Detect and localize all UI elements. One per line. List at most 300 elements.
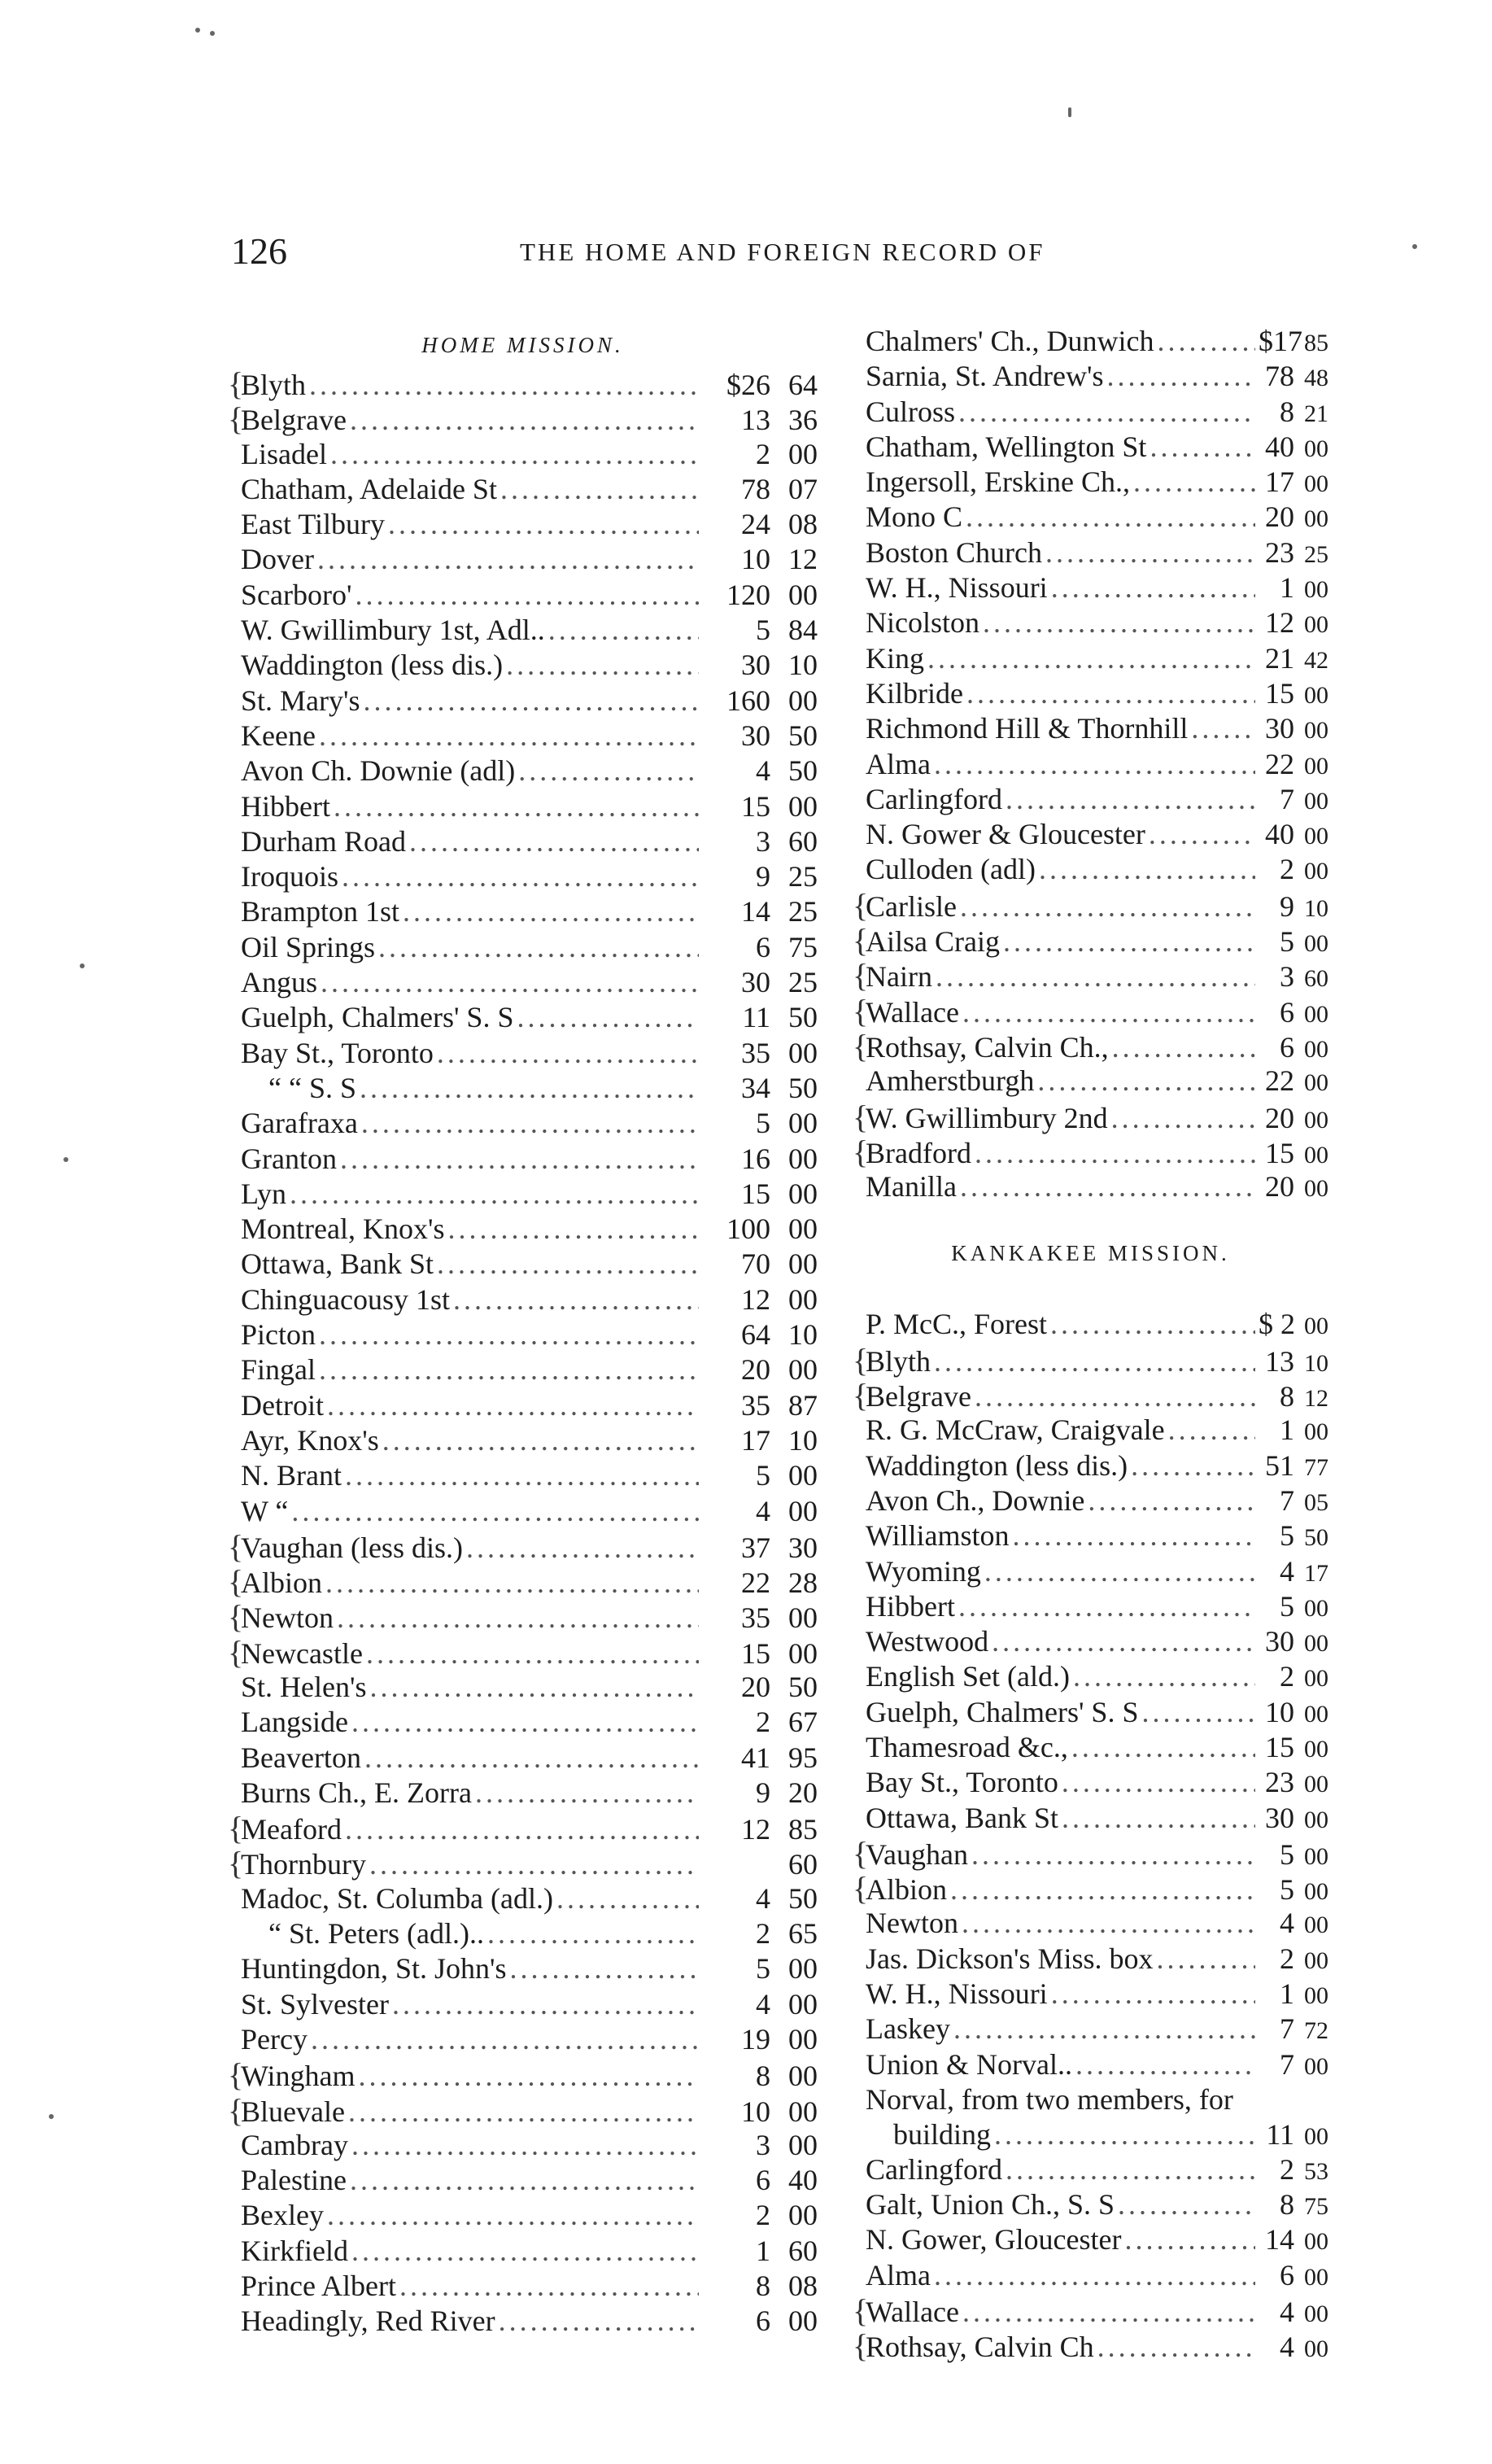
- dot-leader: [1073, 1659, 1255, 1694]
- entry-row: [853, 605, 1328, 640]
- entry-row: [853, 1730, 1328, 1765]
- dot-leader: [1106, 359, 1255, 394]
- amount-cents: 00: [788, 1142, 818, 1175]
- amount-cents: 77: [1304, 1453, 1328, 1481]
- amount-dollars: 1: [1280, 1413, 1294, 1447]
- dot-leader: [355, 578, 699, 613]
- amount-dollars: 5: [756, 1107, 770, 1140]
- dot-leader: [500, 472, 699, 507]
- amount-cents: 00: [1304, 1878, 1328, 1906]
- dot-leader: [1045, 535, 1255, 570]
- amount-dollars: 2: [756, 2199, 770, 2232]
- amount-cents: 00: [788, 2199, 818, 2232]
- entry-name: Guelph, Chalmers' S. S: [866, 1695, 1139, 1728]
- bracket-mark: {: [228, 400, 244, 438]
- entry-name: Jas. Dickson's Miss. box: [866, 1942, 1154, 1975]
- entry-name: Chalmers' Ch., Dunwich: [866, 325, 1154, 357]
- entry-row: [853, 1169, 1328, 1204]
- amount-dollars: 9: [1280, 889, 1294, 923]
- page-speck: [210, 31, 215, 36]
- amount-cents: 00: [1304, 1035, 1328, 1063]
- entry-name: Granton: [241, 1142, 337, 1175]
- dot-leader: [327, 2198, 699, 2233]
- dot-leader: [319, 719, 699, 754]
- entry-row: [228, 1317, 818, 1352]
- amount-cents: 28: [788, 1566, 818, 1600]
- dot-leader: [994, 2117, 1255, 2152]
- entry-name: Guelph, Chalmers' S. S: [241, 1001, 514, 1034]
- entry-name: Wallace: [866, 995, 960, 1029]
- dot-leader: [1149, 817, 1255, 852]
- entry-name: W. H., Nissouri: [866, 1977, 1048, 2011]
- amount-dollars: 11: [742, 1001, 770, 1034]
- dot-leader: [1037, 1064, 1255, 1099]
- entry-name: Vaughan: [866, 1837, 968, 1871]
- amount-cents: 72: [1304, 2017, 1328, 2045]
- amount-dollars: 6: [1280, 995, 1294, 1029]
- dot-leader: [1062, 1801, 1255, 1836]
- page-header: [231, 229, 1411, 278]
- amount-cents: 00: [1304, 1735, 1328, 1763]
- amount-dollars: 6: [756, 2305, 770, 2338]
- entry-row: [853, 994, 1328, 1029]
- amount-dollars: 22: [1265, 1064, 1294, 1098]
- amount-dollars: 2: [756, 1706, 770, 1739]
- section-gap: [853, 1274, 1328, 1307]
- amount-cents: 10: [788, 1318, 818, 1352]
- entry-row: [853, 2187, 1328, 2222]
- amount-cents: 00: [1304, 1313, 1328, 1340]
- entry-name: Boston Church: [866, 535, 1043, 569]
- entry-row: [853, 1977, 1328, 2012]
- entry-row: [228, 1670, 818, 1705]
- dot-leader: [392, 1987, 699, 2022]
- dot-leader: [447, 1212, 699, 1247]
- amount-dollars: 41: [741, 1741, 770, 1774]
- dot-leader: [1118, 2187, 1255, 2222]
- page-speck: [1412, 244, 1417, 249]
- bracket-mark: {: [853, 1834, 869, 1872]
- dot-leader: [1141, 1695, 1255, 1730]
- amount-dollars: 5: [1280, 1837, 1294, 1871]
- entry-row: [228, 1529, 818, 1564]
- entry-name: N. Gower & Gloucester: [866, 818, 1145, 851]
- entry-row: [853, 1413, 1328, 1448]
- entry-row: [853, 2012, 1328, 2047]
- entry-name: “ “ S. S: [268, 1071, 356, 1104]
- entry-row: [228, 2093, 818, 2128]
- dot-leader: [327, 1388, 699, 1423]
- amount-cents: 00: [788, 684, 818, 717]
- entry-row: [853, 1378, 1328, 1413]
- entry-name: Hibbert: [866, 1589, 955, 1623]
- dot-leader: [962, 995, 1255, 1030]
- amount-cents: 85: [1304, 330, 1328, 356]
- page-speck: [80, 963, 85, 968]
- entry-name: Durham Road: [241, 824, 406, 858]
- entry-name: Angus: [241, 966, 318, 999]
- amount-cents: 50: [788, 1881, 818, 1915]
- dot-leader: [334, 789, 699, 824]
- dot-leader: [350, 2163, 699, 2198]
- amount-cents: 00: [788, 1952, 818, 1986]
- amount-cents: 00: [788, 1107, 818, 1140]
- entry-name: Sarnia, St. Andrew's: [866, 360, 1104, 393]
- amount-dollars: 20: [1265, 1101, 1294, 1134]
- entry-row: [228, 613, 818, 648]
- amount-dollars: 7: [1280, 2047, 1294, 2081]
- dot-leader: [1131, 1448, 1255, 1483]
- entry-name: East Tilbury: [241, 508, 386, 541]
- amount-dollars: 8: [1280, 395, 1294, 428]
- amount-dollars: 5: [756, 1952, 770, 1986]
- entry-name: Oil Springs: [241, 930, 376, 963]
- amount-dollars: 34: [741, 1071, 770, 1104]
- entry-row: [228, 2128, 818, 2163]
- amount-cents: 00: [788, 2128, 818, 2161]
- amount-dollars: 17: [741, 1423, 770, 1457]
- amount-dollars: 14: [741, 895, 770, 928]
- entry-name: Wallace: [866, 2295, 960, 2328]
- bracket-mark: {: [853, 922, 869, 959]
- bracket-mark: {: [853, 886, 869, 924]
- dot-leader: [351, 2234, 699, 2269]
- amount-cents: 00: [1304, 1842, 1328, 1870]
- entry-row: [228, 437, 818, 472]
- amount-cents: 00: [1304, 1000, 1328, 1028]
- entry-row: [228, 1247, 818, 1282]
- dot-leader: [960, 1169, 1255, 1204]
- amount-cents: 50: [788, 1670, 818, 1703]
- entry-name: W. H., Nissouri: [866, 571, 1048, 605]
- entry-row: [853, 2082, 1328, 2117]
- amount-dollars: 2: [1280, 1942, 1294, 1975]
- amount-cents: 00: [1304, 681, 1328, 709]
- amount-cents: 25: [1304, 540, 1328, 568]
- dot-leader: [291, 1494, 699, 1529]
- kankakee-mission-list: [853, 1307, 1328, 2363]
- entry-name: Carlingford: [866, 2152, 1002, 2186]
- amount-dollars: 20: [741, 1670, 770, 1703]
- dot-leader: [309, 368, 699, 403]
- amount-cents: 00: [1304, 1418, 1328, 1446]
- dot-leader: [290, 1177, 699, 1212]
- entry-name: Brampton 1st: [241, 895, 399, 928]
- dot-leader: [351, 2128, 699, 2163]
- amount-dollars: 3: [1280, 960, 1294, 994]
- amount-cents: 00: [788, 1636, 818, 1670]
- amount-cents: 00: [1304, 470, 1328, 498]
- entry-name: Alma: [866, 747, 931, 780]
- entry-row: [228, 542, 818, 577]
- dot-leader: [1071, 1730, 1255, 1765]
- amount-cents: 07: [788, 472, 818, 505]
- dot-leader: [950, 1872, 1255, 1907]
- amount-cents: 95: [788, 1741, 818, 1774]
- amount-cents: 00: [1304, 858, 1328, 885]
- entry-row: [228, 1705, 818, 1740]
- entry-name: Amherstburgh: [866, 1064, 1035, 1098]
- entry-row: [228, 824, 818, 859]
- dot-leader: [1013, 1518, 1255, 1553]
- entry-name: Carlingford: [866, 782, 1002, 815]
- amount-cents: 60: [788, 824, 818, 858]
- dot-leader: [960, 889, 1255, 924]
- amount-cents: 00: [1304, 1069, 1328, 1097]
- amount-cents: 00: [788, 1212, 818, 1246]
- amount-dollars: 15: [741, 789, 770, 823]
- entry-row: [853, 817, 1328, 852]
- entry-row: [853, 395, 1328, 430]
- dot-leader: [958, 395, 1255, 430]
- dot-leader: [437, 1036, 699, 1071]
- entry-row: [228, 965, 818, 1000]
- amount-dollars: 6: [1280, 1030, 1294, 1064]
- entry-name: Scarboro': [241, 578, 352, 611]
- amount-cents: 00: [1304, 2123, 1328, 2151]
- kankakee-mission-title: KANKAKEE MISSION.: [951, 1241, 1230, 1266]
- entry-row: [853, 535, 1328, 570]
- entry-name: Bay St., Toronto: [866, 1766, 1058, 1799]
- amount-dollars: 1: [1280, 571, 1294, 605]
- entry-name: Montreal, Knox's: [241, 1212, 445, 1246]
- entry-row: [228, 719, 818, 754]
- dot-leader: [1075, 2047, 1255, 2082]
- amount-dollars: 13: [1265, 1344, 1294, 1378]
- bracket-mark: {: [853, 1341, 869, 1378]
- entry-row: [853, 888, 1328, 923]
- entry-name: Newcastle: [241, 1636, 363, 1670]
- entry-row: [228, 578, 818, 613]
- entry-row: [228, 894, 818, 929]
- entry-name: building: [893, 2118, 992, 2152]
- amount-dollars: 40: [1265, 818, 1294, 851]
- amount-cents: 00: [788, 1177, 818, 1210]
- entry-name: Percy: [241, 2022, 308, 2056]
- entry-name: Rothsay, Calvin Ch.,: [866, 1030, 1109, 1064]
- dot-leader: [364, 684, 700, 719]
- entry-name: Manilla: [866, 1170, 957, 1204]
- entry-row: [853, 1836, 1328, 1871]
- amount-dollars: 3: [756, 824, 770, 858]
- amount-cents: 00: [1304, 1982, 1328, 2010]
- entry-name: W “: [241, 1494, 289, 1527]
- bracket-mark: {: [228, 1810, 244, 1847]
- amount-dollars: $ 2: [1259, 1308, 1295, 1341]
- amount-cents: 08: [788, 508, 818, 541]
- entry-row: [853, 1695, 1328, 1730]
- entry-row: [228, 2022, 818, 2057]
- amount-dollars: 16: [741, 1142, 770, 1175]
- bracket-mark: {: [228, 1633, 244, 1671]
- amount-dollars: 37: [741, 1531, 770, 1564]
- entry-name: Fingal: [241, 1353, 316, 1387]
- dot-leader: [1133, 465, 1255, 500]
- amount-dollars: 2: [756, 437, 770, 470]
- amount-dollars: 30: [741, 719, 770, 752]
- amount-cents: 00: [788, 437, 818, 470]
- dot-leader: [1062, 1765, 1255, 1800]
- amount-cents: 10: [1304, 894, 1328, 922]
- entry-name: Kirkfield: [241, 2234, 348, 2267]
- dot-leader: [1006, 782, 1255, 817]
- dot-leader: [342, 859, 699, 894]
- dot-leader: [518, 754, 699, 789]
- bracket-mark: {: [228, 1598, 244, 1636]
- amount-dollars: 6: [756, 2164, 770, 2197]
- amount-dollars: 5: [1280, 925, 1294, 959]
- amount-cents: 00: [788, 2060, 818, 2093]
- amount-dollars: 120: [726, 578, 770, 611]
- amount-cents: 42: [1304, 646, 1328, 674]
- entry-row: [228, 1564, 818, 1599]
- entry-row: [228, 1741, 818, 1776]
- amount-dollars: 30: [741, 966, 770, 999]
- dot-leader: [548, 613, 699, 648]
- dot-leader: [934, 1344, 1255, 1379]
- amount-dollars: $17: [1259, 325, 1302, 357]
- entry-row: [853, 2258, 1328, 2293]
- amount-dollars: 12: [1265, 606, 1294, 640]
- entry-name: Albion: [866, 1873, 948, 1907]
- amount-dollars: 21: [1265, 641, 1294, 675]
- entry-row: [228, 684, 818, 719]
- bracket-mark: {: [228, 1527, 244, 1565]
- amount-dollars: 15: [1265, 1136, 1294, 1169]
- amount-cents: 00: [788, 1036, 818, 1069]
- bracket-mark: {: [853, 2327, 869, 2365]
- amount-cents: 12: [788, 543, 818, 576]
- amount-dollars: 7: [1280, 2012, 1294, 2046]
- dot-leader: [1051, 570, 1255, 605]
- amount-dollars: 35: [741, 1388, 770, 1422]
- amount-dollars: 2: [1280, 1660, 1294, 1693]
- amount-cents: 08: [788, 2270, 818, 2303]
- entry-name: Thamesroad &c.,: [866, 1730, 1068, 1763]
- amount-cents: 00: [1304, 823, 1328, 850]
- entry-row: [228, 1494, 818, 1529]
- entry-row: [853, 1064, 1328, 1099]
- amount-dollars: 35: [741, 1601, 770, 1635]
- amount-cents: 12: [1304, 1385, 1328, 1413]
- entry-row: [853, 1801, 1328, 1836]
- amount-dollars: 30: [1265, 1625, 1294, 1658]
- dot-leader: [1150, 430, 1255, 465]
- amount-dollars: 100: [726, 1212, 770, 1246]
- entry-name: Ailsa Craig: [866, 925, 1000, 959]
- dot-leader: [361, 1106, 699, 1141]
- dot-leader: [350, 403, 699, 438]
- entry-name: Wyoming: [866, 1554, 981, 1588]
- dot-leader: [437, 1247, 699, 1282]
- dot-leader: [1003, 924, 1255, 959]
- amount-dollars: 23: [1265, 1766, 1294, 1799]
- amount-cents: 00: [1304, 505, 1328, 533]
- amount-cents: 60: [788, 1848, 818, 1881]
- page-speck: [49, 2114, 54, 2119]
- entry-row: [853, 1029, 1328, 1064]
- dot-leader: [962, 1906, 1255, 1941]
- entry-row: [853, 1483, 1328, 1518]
- entry-name: Iroquois: [241, 860, 338, 893]
- entry-row: [228, 1142, 818, 1177]
- entry-row: [853, 923, 1328, 958]
- amount-dollars: 35: [741, 1036, 770, 1069]
- amount-cents: 20: [788, 1776, 818, 1809]
- bracket-mark: {: [228, 2091, 244, 2129]
- dot-leader: [975, 1136, 1255, 1171]
- entry-name: King: [866, 641, 924, 675]
- entry-row: [228, 2057, 818, 2092]
- entry-row: [853, 570, 1328, 605]
- amount-cents: 00: [1304, 1141, 1328, 1169]
- dot-leader: [369, 1847, 699, 1882]
- home-mission-title: HOME MISSION.: [421, 333, 624, 357]
- amount-dollars: 20: [1265, 500, 1294, 534]
- entry-row: [228, 1811, 818, 1846]
- entry-name: Avon Ch. Downie (adl): [241, 754, 516, 788]
- amount-dollars: 15: [1265, 1730, 1294, 1763]
- dot-leader: [340, 1142, 699, 1177]
- entry-row: [228, 1071, 818, 1106]
- bracket-mark: {: [853, 957, 869, 994]
- entry-name: Nairn: [866, 960, 932, 994]
- dot-leader: [1050, 1307, 1255, 1342]
- entry-name: N. Brant: [241, 1459, 342, 1492]
- entry-name: Ayr, Knox's: [241, 1423, 379, 1457]
- dot-leader: [510, 1951, 699, 1986]
- running-title: THE HOME AND FOREIGN RECORD OF: [520, 238, 1045, 266]
- entry-name: Thornbury: [241, 1848, 366, 1881]
- entry-name: Madoc, St. Columba (adl.): [241, 1881, 553, 1915]
- amount-dollars: 5: [1280, 1589, 1294, 1623]
- amount-cents: 50: [1304, 1524, 1328, 1552]
- entry-name: Galt, Union Ch., S. S: [866, 2188, 1115, 2222]
- amount-dollars: 5: [1280, 1519, 1294, 1553]
- dot-leader: [359, 2059, 699, 2094]
- amount-dollars: 51: [1265, 1448, 1294, 1482]
- entry-name: Ingersoll, Erskine Ch.,: [866, 465, 1130, 499]
- dot-leader: [325, 1566, 699, 1601]
- entry-name: Bay St., Toronto: [241, 1036, 434, 1069]
- amount-dollars: 6: [1280, 2258, 1294, 2291]
- amount-dollars: 5: [756, 614, 770, 647]
- entry-row: [228, 789, 818, 824]
- bracket-mark: {: [853, 992, 869, 1029]
- entry-row: [228, 1916, 818, 1951]
- amount-dollars: 15: [741, 1177, 770, 1210]
- dot-leader: [934, 2258, 1255, 2293]
- amount-cents: 17: [1304, 1559, 1328, 1587]
- amount-dollars: 40: [1265, 430, 1294, 463]
- entry-row: [853, 1659, 1328, 1694]
- entry-row: [853, 359, 1328, 394]
- entry-row: [228, 859, 818, 894]
- amount-cents: 00: [1304, 1911, 1328, 1939]
- entry-row: [228, 1000, 818, 1035]
- entry-name: Bexley: [241, 2199, 324, 2232]
- entry-name: Westwood: [866, 1625, 989, 1658]
- dot-leader: [1157, 1942, 1255, 1977]
- entry-row: [853, 2222, 1328, 2257]
- amount-cents: 05: [1304, 1488, 1328, 1516]
- amount-cents: 25: [788, 966, 818, 999]
- entry-name: Prince Albert: [241, 2270, 396, 2303]
- amount-cents: 00: [1304, 2300, 1328, 2327]
- amount-dollars: 24: [741, 508, 770, 541]
- entry-row: [228, 2198, 818, 2233]
- entry-name: Carlisle: [866, 889, 957, 923]
